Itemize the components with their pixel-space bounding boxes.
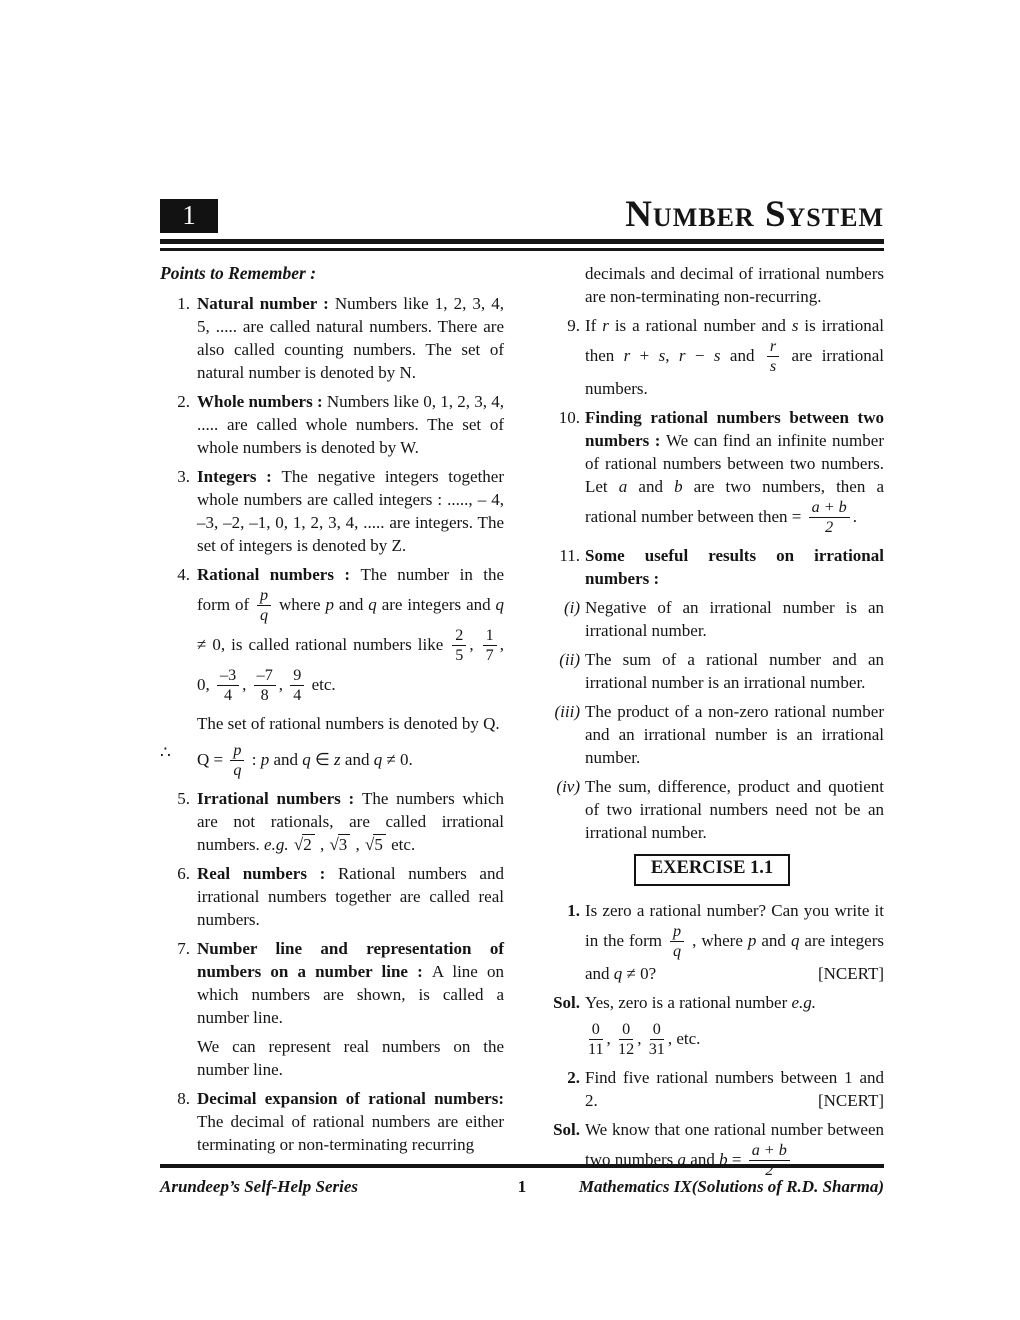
- question-text: [585, 899, 884, 985]
- text-segment: p: [325, 594, 334, 614]
- fraction-numerator: p: [257, 587, 271, 606]
- fraction-numerator: 1: [483, 627, 497, 646]
- text-segment: +: [630, 345, 659, 365]
- text-segment: etc.: [307, 674, 336, 694]
- fraction-numerator: p: [230, 742, 244, 761]
- point-item-4: [160, 563, 504, 706]
- text-segment: Integers :: [197, 467, 282, 486]
- question-1: [540, 899, 884, 985]
- item-text: [197, 937, 504, 1029]
- header-rule: [160, 239, 884, 251]
- text-segment: and: [340, 749, 374, 769]
- fraction-denominator: 8: [260, 687, 269, 705]
- item-text: [197, 1087, 504, 1156]
- question-text: [585, 1066, 884, 1112]
- solution-1: [540, 991, 884, 1014]
- text-segment: Rational numbers and irrational numbers together are called real numbers.: [197, 863, 504, 929]
- fraction: [452, 627, 466, 665]
- fraction-denominator: q: [233, 762, 242, 780]
- item-text: [585, 700, 884, 769]
- item-text: [197, 563, 504, 706]
- text-segment: Find five rational numbers between 1 and 2.: [585, 1067, 884, 1110]
- text-segment: The negative integers together whole numbers are called integers : ....., – 4, –3, –2, –1, 0, 1, 2, 3, 4, ..... are integers. The set of integers is denoted by Z.: [197, 467, 504, 555]
- text-segment: [NCERT]: [817, 1090, 884, 1110]
- fraction: [254, 667, 276, 705]
- fraction-denominator: s: [769, 358, 777, 376]
- fraction-numerator: a + b: [749, 1142, 790, 1161]
- text-segment: are irrational numbers.: [585, 345, 885, 398]
- fraction-numerator: –7: [254, 667, 276, 686]
- item-text: [585, 544, 884, 590]
- text-segment: and: [720, 345, 764, 365]
- fraction-denominator: 2: [765, 1162, 774, 1180]
- item-number: 10.: [558, 407, 580, 427]
- item-text: [585, 648, 884, 694]
- text-segment: [289, 835, 293, 854]
- text-segment: b: [674, 476, 683, 496]
- solution-label: Sol.: [553, 992, 580, 1012]
- fraction: [230, 742, 244, 780]
- page-footer: [160, 1164, 884, 1197]
- paragraph: [160, 712, 504, 735]
- item-text: [197, 465, 504, 557]
- left-column: [160, 262, 504, 1187]
- book-name: Mathematics IX(Solutions of R.D. Sharma): [578, 1177, 884, 1196]
- text-segment: Negative of an irrational number is an irrational number.: [585, 597, 884, 640]
- text-segment: q: [373, 749, 383, 769]
- text-segment: Decimal expansion of rational numbers:: [197, 1088, 504, 1108]
- item-text: [585, 775, 884, 844]
- fraction-numerator: 0: [650, 1021, 664, 1040]
- fraction: [257, 587, 271, 625]
- chapter-number-box: [160, 199, 218, 233]
- point-item-11: [540, 544, 884, 590]
- text-segment: and: [686, 1149, 720, 1169]
- solution-text: [585, 1020, 884, 1060]
- text-segment: , etc.: [667, 1028, 701, 1048]
- item-text: [585, 262, 884, 308]
- fraction-numerator: r: [767, 338, 779, 357]
- text-segment: ,: [665, 345, 679, 365]
- text-segment: a: [677, 1149, 687, 1169]
- item-number: [160, 1035, 197, 1081]
- point-item-10: [540, 406, 884, 538]
- point-item-2: [160, 390, 504, 459]
- fraction-numerator: 9: [290, 667, 304, 686]
- sub-item-i: [540, 596, 884, 642]
- item-text: [197, 741, 504, 781]
- fraction-numerator: 0: [619, 1021, 633, 1040]
- text-segment: Numbers like 1, 2, 3, 4, 5, ..... are called natural numbers. There are also called counting numbers. The set of natural number is denoted by N.: [197, 294, 504, 382]
- footer-rule: [160, 1164, 884, 1168]
- question-number: 1.: [567, 900, 580, 920]
- item-number: 8.: [177, 1088, 190, 1108]
- text-segment: Real numbers :: [197, 863, 338, 883]
- text-segment: Is zero a rational number? Can you write it in the form: [585, 900, 884, 950]
- text-segment: ,: [351, 834, 365, 854]
- text-segment: ,: [637, 1028, 646, 1048]
- square-root: [329, 833, 350, 856]
- point-item-6: [160, 862, 504, 931]
- fraction-denominator: 11: [588, 1041, 604, 1059]
- text-segment: where: [274, 594, 326, 614]
- exercise-heading: EXERCISE 1.1: [634, 854, 790, 886]
- square-root: [365, 833, 386, 856]
- fraction-denominator: 31: [648, 1041, 665, 1059]
- fraction-denominator: 12: [618, 1041, 635, 1059]
- solution-label: Sol.: [553, 1119, 580, 1139]
- text-segment: If: [585, 316, 603, 335]
- item-number: (i): [563, 597, 580, 617]
- point-item-5: [160, 787, 504, 856]
- text-segment: ,: [606, 1028, 616, 1048]
- text-segment: q: [613, 963, 623, 983]
- text-segment: We can find an infinite number of rational numbers between two numbers. Let: [585, 430, 884, 496]
- text-segment: We know that one rational number between two numbers: [585, 1119, 884, 1169]
- text-segment: q: [302, 749, 311, 769]
- sub-item-iii: [540, 700, 884, 769]
- text-segment: ≠ 0.: [382, 749, 413, 769]
- text-segment: e.g.: [791, 992, 817, 1012]
- radical-icon: √: [365, 834, 374, 854]
- item-number: 1.: [177, 294, 190, 313]
- text-segment: ,: [469, 634, 480, 654]
- text-segment: Natural number :: [197, 294, 335, 313]
- square-root: [294, 833, 315, 856]
- text-segment: are two numbers, then a rational number between then =: [585, 476, 884, 526]
- book-page: [160, 196, 884, 1187]
- item-number: [540, 262, 585, 308]
- fraction: [588, 1021, 604, 1059]
- item-text: [197, 1035, 504, 1081]
- item-text: [197, 862, 504, 931]
- chapter-header: [160, 196, 884, 233]
- paragraph: [160, 1035, 504, 1081]
- fraction-denominator: q: [673, 943, 682, 961]
- text-segment: The numbers which are not rationals, are called irrational numbers.: [197, 788, 504, 854]
- text-segment: s: [713, 345, 721, 365]
- text-segment: The decimal of rational numbers are either terminating or non-terminating recurring: [197, 1111, 504, 1154]
- item-number: [540, 1020, 585, 1060]
- item-number: 5.: [177, 788, 190, 808]
- fraction-numerator: p: [670, 923, 684, 942]
- text-segment: s: [791, 316, 799, 335]
- item-text: [585, 406, 884, 538]
- series-name: Arundeep’s Self-Help Series: [160, 1177, 359, 1196]
- text-segment: s: [658, 345, 666, 365]
- text-segment: The product of a non-zero rational number and an irrational number is an irrational number.: [585, 701, 884, 767]
- sub-item-iv: [540, 775, 884, 844]
- text-segment: r: [623, 345, 631, 365]
- chapter-number: 1: [182, 199, 196, 230]
- text-segment: , where: [687, 930, 748, 950]
- fraction: [649, 1021, 665, 1059]
- text-segment: ∈: [310, 749, 335, 769]
- fraction-denominator: 4: [293, 687, 302, 705]
- item-text: [197, 712, 504, 735]
- radicand: 2: [302, 834, 315, 854]
- item-text: [197, 292, 504, 384]
- therefore-line: [160, 741, 504, 781]
- chapter-title: Number System: [625, 194, 884, 235]
- text-segment: −: [685, 345, 714, 365]
- fraction-denominator: 5: [455, 647, 464, 665]
- text-segment: q: [790, 930, 800, 950]
- text-segment: ,: [315, 834, 329, 854]
- text-segment: a: [618, 476, 628, 496]
- text-segment: Number line and representation of numbers on a number line :: [197, 938, 504, 981]
- text-segment: decimals and decimal of irrational numbers are non-terminating non-recurring.: [585, 264, 884, 306]
- text-segment: Q =: [197, 749, 228, 769]
- text-segment: r: [678, 345, 686, 365]
- text-segment: Numbers like 0, 1, 2, 3, 4, ..... are called whole numbers. The set of whole numbers is denoted by W.: [197, 392, 504, 457]
- text-segment: :: [247, 749, 261, 769]
- text-segment: ≠ 0?: [622, 963, 657, 983]
- item-number: 4.: [177, 565, 190, 584]
- text-segment: are integers and: [585, 930, 884, 983]
- radicand: 5: [373, 834, 386, 854]
- text-segment: ≠ 0, is called rational numbers like: [197, 634, 450, 654]
- fraction-numerator: 2: [452, 627, 466, 646]
- text-segment: is irrational then: [585, 316, 884, 365]
- item-number: (iii): [554, 701, 580, 721]
- point-item-9: [540, 314, 884, 400]
- item-text: [585, 596, 884, 642]
- fraction-denominator: 4: [224, 687, 233, 705]
- text-segment: and: [756, 930, 791, 950]
- point-item-7: [160, 937, 504, 1029]
- continuation-paragraph: [540, 262, 884, 308]
- page-number: 1: [517, 1177, 527, 1196]
- radical-icon: √: [329, 834, 338, 854]
- item-number: [160, 712, 197, 735]
- solution-1-fractions: [540, 1020, 884, 1060]
- radicand: 3: [338, 834, 351, 854]
- text-segment: , 0,: [197, 634, 504, 694]
- two-column-text: [160, 262, 884, 1187]
- text-segment: =: [727, 1149, 746, 1169]
- text-segment: Rational numbers :: [197, 565, 361, 584]
- text-segment: [NCERT]: [817, 963, 884, 983]
- question-number: 2.: [567, 1067, 580, 1087]
- fraction: [767, 338, 779, 376]
- sub-item-ii: [540, 648, 884, 694]
- item-number: 6.: [177, 863, 190, 883]
- item-number: (iv): [556, 776, 580, 796]
- fraction-denominator: 2: [825, 519, 834, 537]
- fraction: [290, 667, 304, 705]
- text-segment: Irrational numbers :: [197, 788, 362, 808]
- item-number: 7.: [177, 938, 190, 958]
- text-segment: We can represent real numbers on the number line.: [197, 1036, 504, 1079]
- text-segment: Finding rational numbers between two numbers :: [585, 407, 884, 450]
- text-segment: etc.: [386, 834, 416, 854]
- item-number: (ii): [559, 649, 580, 669]
- fraction-denominator: 7: [485, 647, 494, 665]
- fraction: [809, 499, 850, 537]
- item-number: 11.: [559, 545, 580, 565]
- fraction: [483, 627, 497, 665]
- text-segment: ,: [242, 674, 251, 694]
- text-segment: z: [334, 749, 341, 769]
- text-segment: r: [602, 316, 609, 335]
- text-segment: The sum, difference, product and quotient of two irrational numbers need not be an irrational number.: [585, 776, 884, 842]
- fraction-numerator: a + b: [809, 499, 850, 518]
- text-segment: ,: [278, 674, 288, 694]
- fraction: [618, 1021, 634, 1059]
- point-item-1: [160, 292, 504, 384]
- text-segment: p: [747, 930, 757, 950]
- fraction-numerator: 0: [589, 1021, 603, 1040]
- text-segment: q: [495, 594, 505, 614]
- text-segment: .: [852, 506, 857, 526]
- text-segment: is a rational number and: [608, 316, 792, 335]
- item-text: [585, 314, 884, 400]
- text-segment: and: [333, 594, 369, 614]
- item-text: [197, 390, 504, 459]
- text-segment: Whole numbers :: [197, 392, 327, 411]
- text-segment: b: [719, 1149, 728, 1169]
- text-segment: A line on which numbers are shown, is called a number line.: [197, 961, 504, 1027]
- therefore-symbol: ∴: [160, 742, 171, 762]
- exercise-box-wrap: [540, 854, 884, 886]
- text-segment: Yes, zero is a rational number: [585, 992, 792, 1012]
- point-item-8: [160, 1087, 504, 1156]
- footer-row: [160, 1177, 884, 1197]
- points-to-remember-heading: Points to Remember :: [160, 263, 317, 283]
- solution-text: [585, 991, 884, 1014]
- fraction-numerator: –3: [217, 667, 239, 686]
- item-number: 2.: [177, 392, 190, 411]
- text-segment: and: [627, 476, 675, 496]
- item-text: [197, 787, 504, 856]
- text-segment: e.g.: [264, 834, 289, 854]
- text-segment: The set of rational numbers is denoted by Q.: [197, 713, 500, 733]
- text-segment: p: [260, 749, 270, 769]
- item-number: 9.: [567, 316, 580, 335]
- item-number: 3.: [177, 467, 190, 486]
- text-segment: q: [368, 594, 377, 614]
- text-segment: and: [269, 749, 303, 769]
- radical-icon: √: [293, 834, 303, 854]
- text-segment: The sum of a rational number and an irrational number is an irrational number.: [585, 649, 884, 692]
- fraction: [670, 923, 684, 961]
- fraction-denominator: q: [260, 607, 269, 625]
- text-segment: are integers and: [376, 594, 496, 614]
- text-segment: Some useful results on irrational numbers :: [585, 545, 884, 588]
- question-2: [540, 1066, 884, 1112]
- right-column: [540, 262, 884, 1187]
- point-item-3: [160, 465, 504, 557]
- text-segment: The number in the form of: [197, 565, 504, 614]
- fraction: [217, 667, 239, 705]
